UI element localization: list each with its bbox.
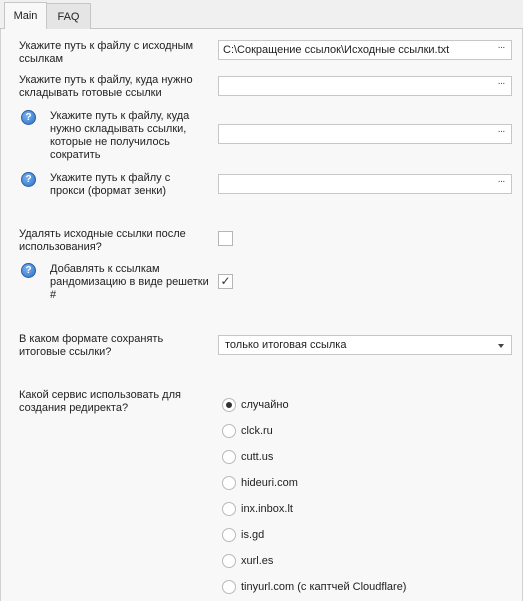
service-option-label: hideuri.com xyxy=(241,477,298,489)
output-file-label-line: Укажите путь к файлу, куда нужно xyxy=(19,74,193,86)
help-icon[interactable]: ? xyxy=(21,263,36,278)
help-icon[interactable]: ? xyxy=(21,172,36,187)
randomize-label-line: рандомизацию в виде решетки xyxy=(50,276,209,288)
radio-icon[interactable] xyxy=(222,476,236,490)
service-option-label: clck.ru xyxy=(241,425,273,437)
format-select[interactable] xyxy=(218,335,512,355)
radio-icon[interactable] xyxy=(222,554,236,568)
delete-source-label-line: Удалять исходные ссылки после xyxy=(19,228,186,240)
main-panel xyxy=(0,29,523,601)
format-label xyxy=(19,333,163,359)
output-file-label xyxy=(19,74,193,100)
output-file-label-line: складывать готовые ссылки xyxy=(19,87,162,99)
service-option-label: is.gd xyxy=(241,529,265,541)
browse-button[interactable]: ··· xyxy=(497,176,505,187)
help-icon[interactable]: ? xyxy=(21,110,36,125)
proxy-file-field[interactable] xyxy=(218,174,512,194)
service-option-label: xurl.es xyxy=(241,555,274,567)
radio-icon[interactable] xyxy=(222,398,236,412)
proxy-file-label-line: Укажите путь к файлу с xyxy=(50,172,171,184)
service-label xyxy=(19,389,181,415)
source-file-label-line: Укажите путь к файлу с исходным xyxy=(19,40,194,52)
randomize-label-line: # xyxy=(50,289,57,301)
radio-icon[interactable] xyxy=(222,424,236,438)
format-label-line: итоговые ссылки? xyxy=(19,346,112,358)
randomize-label-line: Добавлять к ссылкам xyxy=(50,263,160,275)
failed-file-label-line: нужно складывать ссылки, xyxy=(50,123,187,135)
delete-source-label-line: использования? xyxy=(19,241,102,253)
proxy-file-label xyxy=(50,172,170,198)
randomize-label xyxy=(50,263,209,302)
proxy-file-label-line: прокси (формат зенки) xyxy=(50,185,167,197)
source-file-field[interactable] xyxy=(218,40,512,60)
service-option-label: tinyurl.com (с каптчей Cloudflare) xyxy=(241,581,407,593)
tab-bar xyxy=(0,0,523,29)
service-option-label: cutt.us xyxy=(241,451,274,463)
service-label-line: Какой сервис использовать для xyxy=(19,389,181,401)
radio-icon[interactable] xyxy=(222,502,236,516)
service-option-label: inx.inbox.lt xyxy=(241,503,293,515)
failed-file-label xyxy=(50,110,189,162)
delete-source-label xyxy=(19,228,186,254)
source-file-label xyxy=(19,40,193,66)
browse-button[interactable]: ··· xyxy=(497,42,505,53)
delete-source-checkbox[interactable] xyxy=(218,231,233,246)
failed-file-field[interactable] xyxy=(218,124,512,144)
service-option-label: случайно xyxy=(241,399,289,411)
radio-icon[interactable] xyxy=(222,580,236,594)
chevron-down-icon[interactable] xyxy=(498,344,504,348)
browse-button[interactable]: ··· xyxy=(497,78,505,89)
browse-button[interactable]: ··· xyxy=(497,126,505,137)
radio-icon[interactable] xyxy=(222,450,236,464)
failed-file-label-line: которые не получилось xyxy=(50,136,170,148)
service-label-line: создания редиректа? xyxy=(19,402,129,414)
output-file-field[interactable] xyxy=(218,76,512,96)
checkmark-icon: ✓ xyxy=(220,274,231,288)
failed-file-label-line: сократить xyxy=(50,149,101,161)
tab-main[interactable]: Main xyxy=(4,2,47,29)
source-file-value[interactable]: C:\Сокращение ссылок\Исходные ссылки.txt xyxy=(223,44,450,56)
radio-selected-dot xyxy=(226,402,232,408)
radio-icon[interactable] xyxy=(222,528,236,542)
format-label-line: В каком формате сохранять xyxy=(19,333,164,345)
failed-file-label-line: Укажите путь к файлу, куда xyxy=(50,110,190,122)
format-select-value[interactable]: только итоговая ссылка xyxy=(225,339,347,351)
tab-faq[interactable]: FAQ xyxy=(46,3,91,29)
source-file-label-line: ссылкам xyxy=(19,53,64,65)
randomize-checkbox[interactable] xyxy=(218,274,233,289)
